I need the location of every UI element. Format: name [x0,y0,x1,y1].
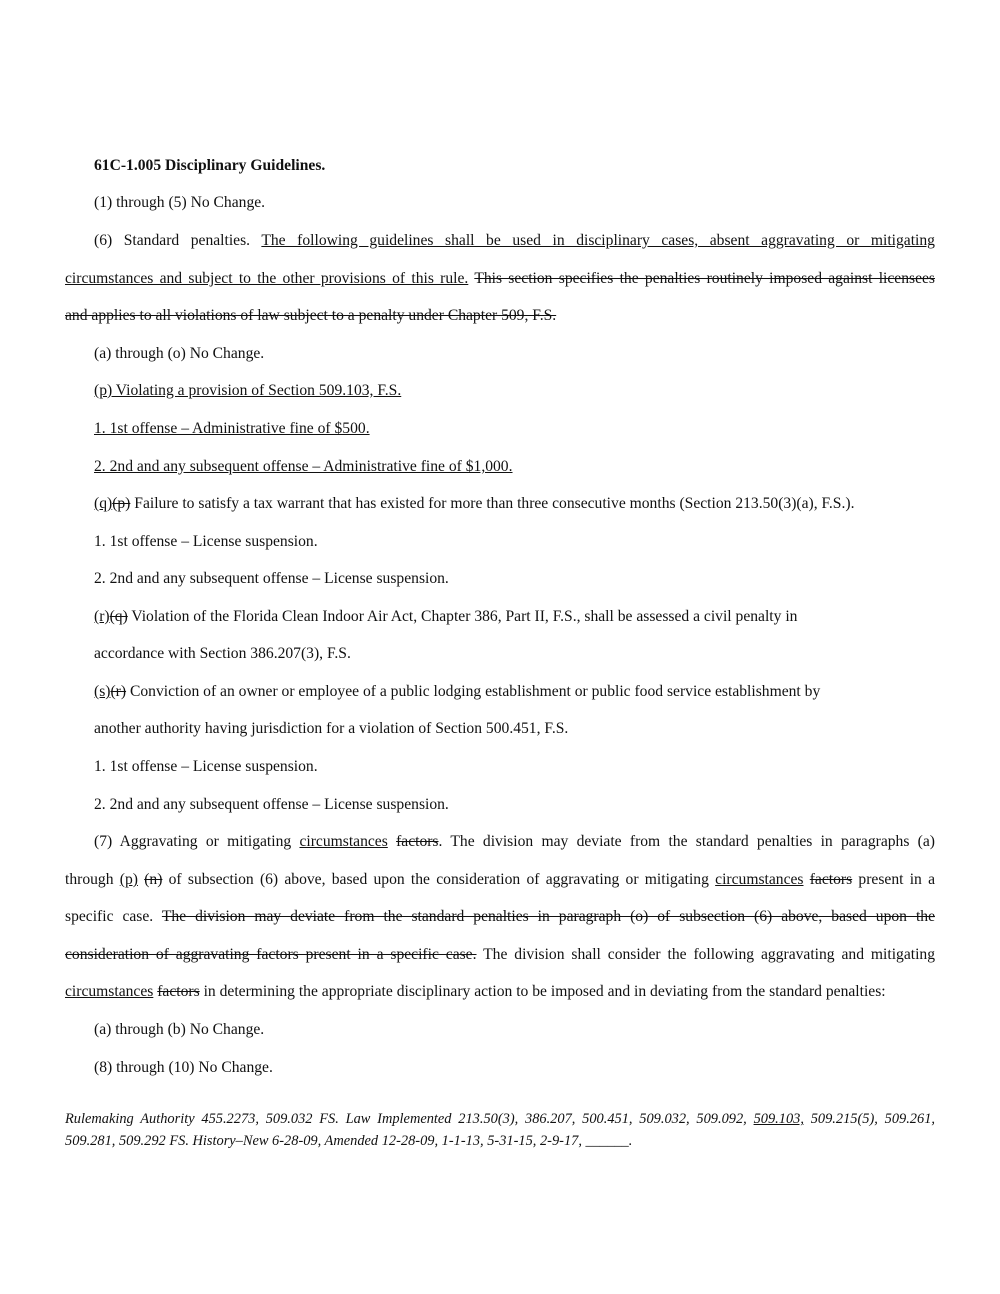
paragraph-7-line-4: consideration of aggravating factors present in a specific case. The division shall consider the following aggravating and mitigating [65,946,936,963]
deleted-text: (r) [110,683,127,700]
paragraph-1-5: (1) through (5) No Change. [94,194,266,211]
paragraph-s: (s)(r) Conviction of an owner or employee of a public lodging establishment or public food service establishment by [94,683,821,700]
paragraph-p-item-2 [94,457,935,477]
paragraph-p-item-1 [94,419,935,439]
inserted-text: (p) Violating a provision of Section 509.103, F.S. [94,382,402,399]
inserted-text: circumstances and subject to the other provisions of this rule. [65,270,469,287]
deleted-text: (q) [109,608,128,625]
paragraph-7-line-5: circumstances factors in determining the appropriate disciplinary action to be imposed and in deviating from the standard penalties: [65,983,886,1000]
inserted-text: (q) [94,495,113,512]
rulemaking-authority-line-2: 509.281, 509.292 FS. History–New 6-28-09, Amended 12-28-09, 1-1-13, 5-31-15, 2-9-17, ______. [65,1133,633,1149]
inserted-text: 2. 2nd and any subsequent offense – Administrative fine of $1,000. [94,458,513,475]
paragraph-7-line-1: (7) Aggravating or mitigating circumstances factors. The division may deviate from the standard penalties in paragraphs (a) [94,833,935,850]
deleted-text: (p) [112,495,131,512]
paragraph-7-a-b: (a) through (b) No Change. [94,1021,265,1038]
paragraph-7-line-3: specific case. The division may deviate from the standard penalties in paragraph (o) of subsection (6) above, based upon the [65,908,935,925]
paragraph-r-continued: accordance with Section 386.207(3), F.S. [94,645,351,662]
inserted-text: circumstances [299,833,388,850]
deleted-text: and applies to all violations of law subject to a penalty under Chapter 509, F.S. [65,307,557,324]
deleted-text: factors [809,871,853,888]
paragraph-6-heading: (6) Standard penalties. [94,232,262,249]
paragraph-6-line-1 [94,231,935,251]
deleted-text: factors [157,983,200,1000]
paragraph-a-o: (a) through (o) No Change. [94,345,265,362]
deleted-text: consideration of aggravating factors present in a specific case. [65,946,477,963]
inserted-text: circumstances [65,983,154,1000]
paragraph-s-item-2: 2. 2nd and any subsequent offense – License suspension. [94,796,449,813]
rule-title: 61C-1.005 Disciplinary Guidelines. [94,157,326,174]
inserted-text: 1. 1st offense – Administrative fine of $500. [94,420,370,437]
paragraph-6-line-3 [65,306,935,326]
deleted-text: factors [396,833,439,850]
deleted-text: The division may deviate from the standard penalties in paragraph (o) of subsection (6) above, based upon the [161,908,935,925]
paragraph-q-item-2: 2. 2nd and any subsequent offense – License suspension. [94,570,449,587]
paragraph-6-line-2 [65,269,935,289]
inserted-text: circumstances [715,871,804,888]
deleted-text: (n) [144,871,163,888]
paragraph-s-item-1: 1. 1st offense – License suspension. [94,758,318,775]
inserted-text: (p) [119,871,138,888]
paragraph-q: (q)(p) Failure to satisfy a tax warrant that has existed for more than three consecutive months (Section 213.50(3)(a), F.S.). [94,495,855,512]
paragraph-r: (r)(q) Violation of the Florida Clean Indoor Air Act, Chapter 386, Part II, F.S., shall be assessed a civil penalty in [94,608,798,625]
inserted-text: (s) [94,683,111,700]
paragraph-8-10: (8) through (10) No Change. [94,1059,273,1076]
rulemaking-authority-line-1: Rulemaking Authority 455.2273, 509.032 FS. Law Implemented 213.50(3), 386.207, 500.451, 509.032, 509.092, 509.103, 509.215(5), 509.261, [65,1111,935,1127]
paragraph-s-continued: another authority having jurisdiction for a violation of Section 500.451, F.S. [94,720,569,737]
paragraph-q-item-1: 1. 1st offense – License suspension. [94,533,318,550]
inserted-text: 509.103, [753,1111,804,1127]
paragraph-7-line-2: through (p) (n) of subsection (6) above, based upon the consideration of aggravating or mitigating circumstances factors present in a [65,871,935,888]
inserted-text: The following guidelines shall be used in disciplinary cases, absent aggravating or mitigating [261,232,935,249]
paragraph-p [94,381,935,401]
inserted-text: (r) [94,608,110,625]
deleted-text: This section specifies the penalties routinely imposed against licensees [474,270,935,287]
